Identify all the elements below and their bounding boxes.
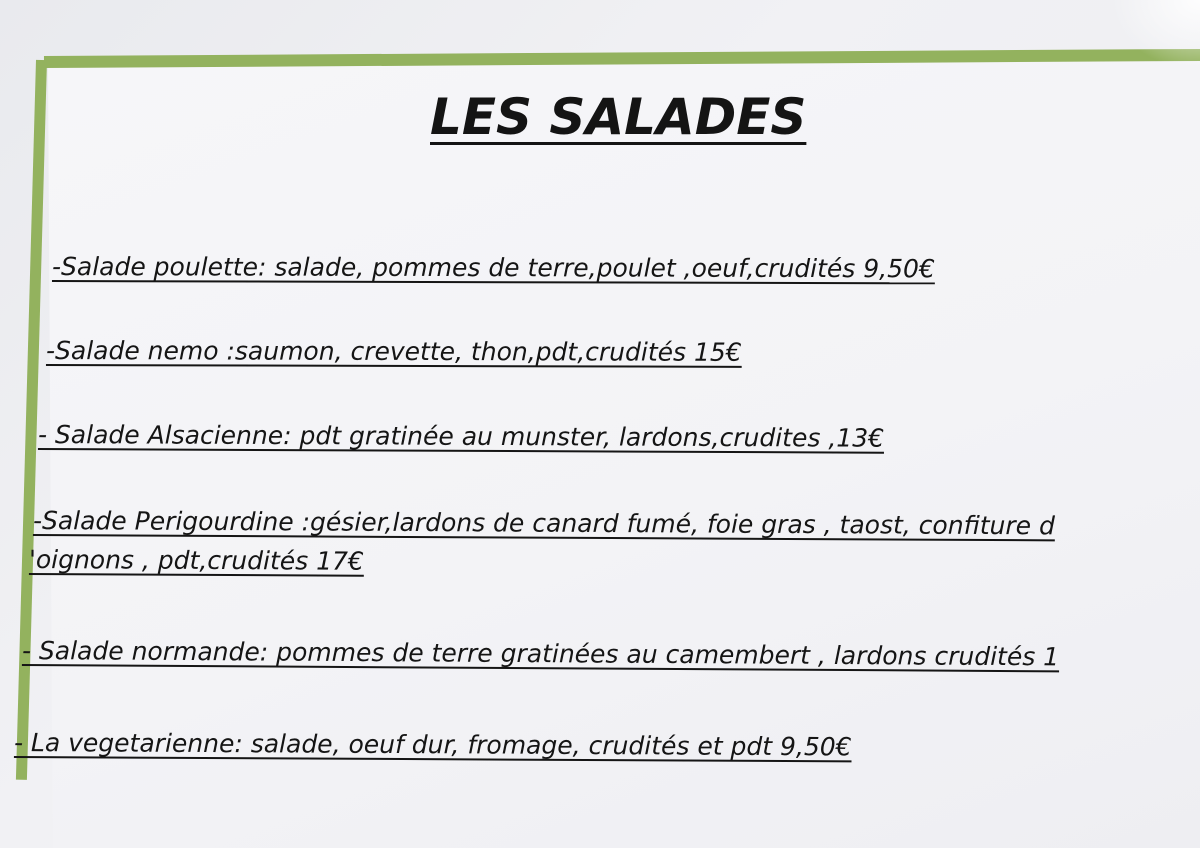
menu-item-alsacienne: - Salade Alsacienne: pdt gratinée au munster, lardons,crudites ,13€	[37, 420, 885, 453]
menu-item-poulette: -Salade poulette: salade, pommes de terre,poulet ,oeuf,crudités 9,50€	[51, 252, 935, 284]
menu-item-nemo: -Salade nemo :saumon, crevette, thon,pdt,crudités 15€	[45, 336, 742, 367]
page-title: LES SALADES	[430, 88, 807, 146]
menu-item-perigourdine-line2: 'oignons , pdt,crudités 17€	[28, 545, 364, 576]
menu-item-normande: - Salade normande: pommes de terre gratinées au camembert , lardons crudités 1	[21, 636, 1060, 672]
menu-item-perigourdine-line1: -Salade Perigourdine :gésier,lardons de canard fumé, foie gras , taost, confiture d	[32, 506, 1055, 541]
menu-item-vegetarienne: - La vegetarienne: salade, oeuf dur, fromage, crudités et pdt 9,50€	[13, 728, 852, 762]
light-glare	[1110, 0, 1200, 70]
